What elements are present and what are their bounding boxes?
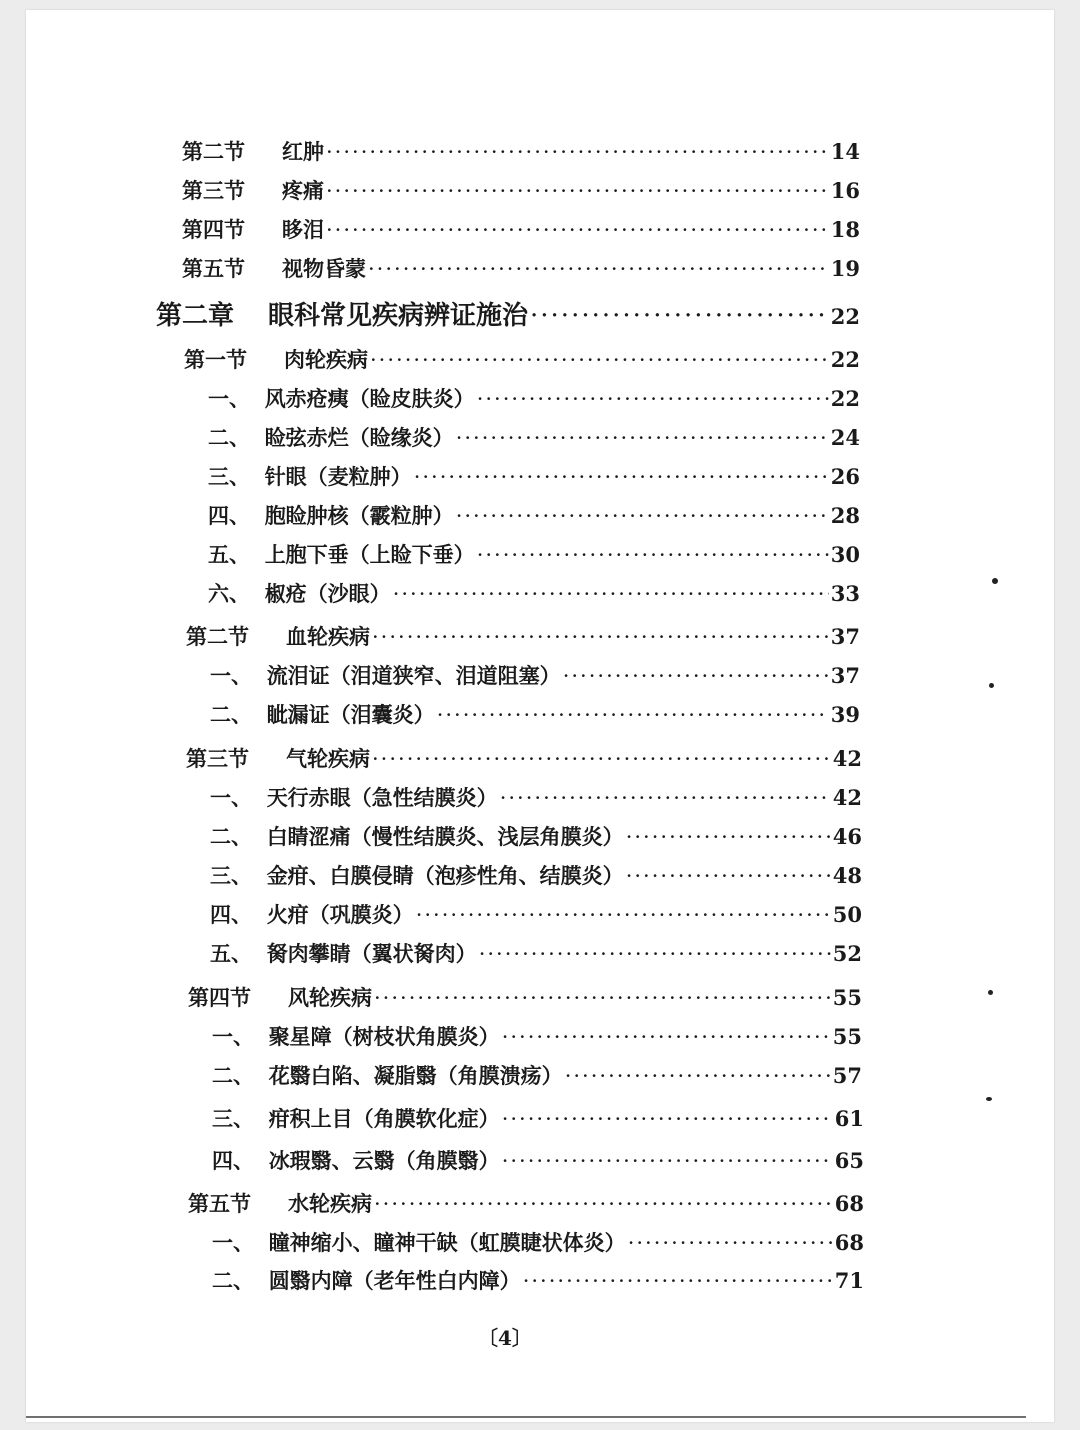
dot-leader: [370, 344, 829, 376]
entry-page-number: 68: [834, 1230, 864, 1255]
dot-leader: [477, 383, 829, 415]
entry-number: 二、: [212, 1063, 254, 1088]
entry-title: 椒疮（沙眼）: [264, 581, 391, 606]
dot-leader: [626, 821, 831, 853]
entry-page-number: 39: [830, 702, 860, 727]
entry-title: 聚星障（树枝状角膜炎）: [268, 1024, 500, 1049]
scan-speck: [986, 1097, 992, 1101]
toc-entry: [182, 214, 860, 246]
entry-number: 第三节: [182, 178, 245, 203]
dot-leader: [565, 1060, 831, 1092]
toc-entry: [208, 500, 860, 532]
entry-number: 三、: [210, 863, 252, 888]
dot-leader: [414, 461, 829, 493]
dot-leader: [456, 500, 829, 532]
toc-entry: [182, 136, 860, 168]
toc-entry: [208, 422, 860, 454]
entry-page-number: 42: [832, 785, 862, 810]
entry-page-number: 52: [832, 941, 862, 966]
toc-entry: [210, 860, 862, 892]
entry-number: 一、: [210, 663, 252, 688]
toc-entry: [182, 253, 860, 285]
toc-entry: [210, 938, 862, 970]
dot-leader: [502, 1145, 833, 1177]
toc-entry: [212, 1145, 864, 1177]
entry-page-number: 26: [830, 464, 860, 489]
entry-number: 二、: [210, 824, 252, 849]
entry-title: 疳积上目（角膜软化症）: [268, 1106, 500, 1131]
dot-leader: [477, 539, 829, 571]
dot-leader: [456, 422, 829, 454]
toc-entry: [208, 539, 860, 571]
toc-entry: [210, 699, 860, 731]
entry-page-number: 68: [834, 1191, 864, 1216]
entry-number: 三、: [212, 1106, 254, 1131]
scan-speck: [988, 990, 993, 995]
toc-entry: [184, 344, 860, 376]
entry-title: 视物昏蒙: [282, 256, 366, 281]
dot-leader: [479, 938, 831, 970]
entry-title: 红肿: [282, 139, 324, 164]
scan-speck: [992, 578, 998, 584]
toc-entry: [208, 461, 860, 493]
dot-leader: [626, 860, 831, 892]
entry-number: 一、: [210, 785, 252, 810]
entry-number: 第四节: [182, 217, 245, 242]
entry-title: 针眼（麦粒肿）: [264, 464, 412, 489]
toc-entry: [212, 1060, 862, 1092]
toc-entry: [212, 1227, 864, 1259]
entry-number: 二、: [208, 425, 250, 450]
toc-entry: [212, 1265, 864, 1297]
entry-page-number: 50: [832, 902, 862, 927]
entry-page-number: 48: [832, 863, 862, 888]
entry-page-number: 42: [832, 746, 862, 771]
entry-number: 第五节: [188, 1191, 251, 1216]
entry-title: 金疳、白膜侵睛（泡疹性角、结膜炎）: [266, 863, 624, 888]
entry-title: 眵泪: [282, 217, 324, 242]
entry-number: 第三节: [186, 746, 249, 771]
toc-chapter-entry: [156, 296, 860, 336]
entry-page-number: 18: [830, 217, 860, 242]
entry-title: 肉轮疾病: [284, 347, 368, 372]
toc-entry: [182, 175, 860, 207]
toc-entry: [212, 1021, 862, 1053]
entry-number: 四、: [208, 503, 250, 528]
entry-number: 五、: [208, 542, 250, 567]
entry-title: 冰瑕翳、云翳（角膜翳）: [268, 1148, 500, 1173]
footer-page-number: 〔4〕: [478, 1326, 532, 1350]
dot-leader: [530, 296, 829, 336]
entry-number: 四、: [210, 902, 252, 927]
dot-leader: [368, 253, 829, 285]
entry-title: 水轮疾病: [288, 1191, 372, 1216]
dot-leader: [502, 1103, 833, 1135]
entry-title: 花翳白陷、凝脂翳（角膜溃疡）: [268, 1063, 563, 1088]
entry-page-number: 14: [830, 139, 860, 164]
entry-number: 四、: [212, 1148, 254, 1173]
entry-title: 眦漏证（泪囊炎）: [266, 702, 435, 727]
entry-title: 气轮疾病: [286, 746, 370, 771]
entry-page-number: 55: [832, 985, 862, 1010]
entry-title: 睑弦赤烂（睑缘炎）: [264, 425, 454, 450]
entry-number: 第四节: [188, 985, 251, 1010]
entry-page-number: 46: [832, 824, 862, 849]
chapter-title: 眼科常见疾病辨证施治: [268, 301, 529, 331]
entry-title: 胞睑肿核（霰粒肿）: [264, 503, 454, 528]
entry-title: 疼痛: [282, 178, 324, 203]
entry-number: 五、: [210, 941, 252, 966]
toc-entry: [188, 1188, 864, 1220]
entry-number: 第五节: [182, 256, 245, 281]
entry-title: 胬肉攀睛（翼状胬肉）: [266, 941, 477, 966]
toc-entry: [212, 1103, 864, 1135]
entry-number: 一、: [212, 1230, 254, 1255]
entry-title: 白睛涩痛（慢性结膜炎、浅层角膜炎）: [266, 824, 624, 849]
dot-leader: [523, 1265, 833, 1297]
entry-page-number: 57: [832, 1063, 862, 1088]
toc-entry: [188, 982, 862, 1014]
entry-number: 第一节: [184, 347, 247, 372]
toc-entry: [186, 743, 862, 775]
dot-leader: [372, 621, 829, 653]
dot-leader: [372, 743, 831, 775]
entry-page-number: 71: [834, 1268, 864, 1293]
dot-leader: [502, 1021, 831, 1053]
entry-number: 第二节: [186, 624, 249, 649]
entry-title: 血轮疾病: [286, 624, 370, 649]
dot-leader: [374, 982, 831, 1014]
page-bottom-edge: [26, 1416, 1026, 1418]
entry-page-number: 33: [830, 581, 860, 606]
toc-entry: [208, 383, 860, 415]
dot-leader: [563, 660, 829, 692]
entry-title: 火疳（巩膜炎）: [266, 902, 414, 927]
toc-entry: [210, 899, 862, 931]
entry-number: 二、: [210, 702, 252, 727]
entry-title: 上胞下垂（上睑下垂）: [264, 542, 475, 567]
dot-leader: [374, 1188, 833, 1220]
chapter-number: 第二章: [156, 301, 235, 331]
entry-page-number: 30: [830, 542, 860, 567]
entry-page-number: 22: [830, 304, 860, 329]
entry-page-number: 37: [830, 624, 860, 649]
entry-number: 六、: [208, 581, 250, 606]
dot-leader: [326, 136, 829, 168]
entry-title: 圆翳内障（老年性白内障）: [268, 1268, 521, 1293]
entry-title: 流泪证（泪道狭窄、泪道阻塞）: [266, 663, 561, 688]
entry-title: 风赤疮痍（睑皮肤炎）: [264, 386, 475, 411]
entry-page-number: 16: [830, 178, 860, 203]
toc-entry: [210, 782, 862, 814]
entry-page-number: 24: [830, 425, 860, 450]
entry-number: 二、: [212, 1268, 254, 1293]
dot-leader: [628, 1227, 833, 1259]
toc-entry: [186, 621, 860, 653]
dot-leader: [326, 214, 829, 246]
entry-page-number: 61: [834, 1106, 864, 1131]
entry-page-number: 22: [830, 347, 860, 372]
toc-entry: [210, 821, 862, 853]
scan-speck: [989, 683, 994, 688]
dot-leader: [437, 699, 829, 731]
entry-page-number: 22: [830, 386, 860, 411]
entry-page-number: 19: [830, 256, 860, 281]
dot-leader: [500, 782, 831, 814]
entry-page-number: 55: [832, 1024, 862, 1049]
toc-entry: [210, 660, 860, 692]
entry-page-number: 37: [830, 663, 860, 688]
dot-leader: [393, 578, 829, 610]
toc-entry: [208, 578, 860, 610]
entry-number: 一、: [212, 1024, 254, 1049]
entry-number: 第二节: [182, 139, 245, 164]
entry-title: 风轮疾病: [288, 985, 372, 1010]
entry-number: 一、: [208, 386, 250, 411]
entry-title: 天行赤眼（急性结膜炎）: [266, 785, 498, 810]
entry-title: 瞳神缩小、瞳神干缺（虹膜睫状体炎）: [268, 1230, 626, 1255]
dot-leader: [416, 899, 831, 931]
entry-number: 三、: [208, 464, 250, 489]
entry-page-number: 65: [834, 1148, 864, 1173]
dot-leader: [326, 175, 829, 207]
entry-page-number: 28: [830, 503, 860, 528]
